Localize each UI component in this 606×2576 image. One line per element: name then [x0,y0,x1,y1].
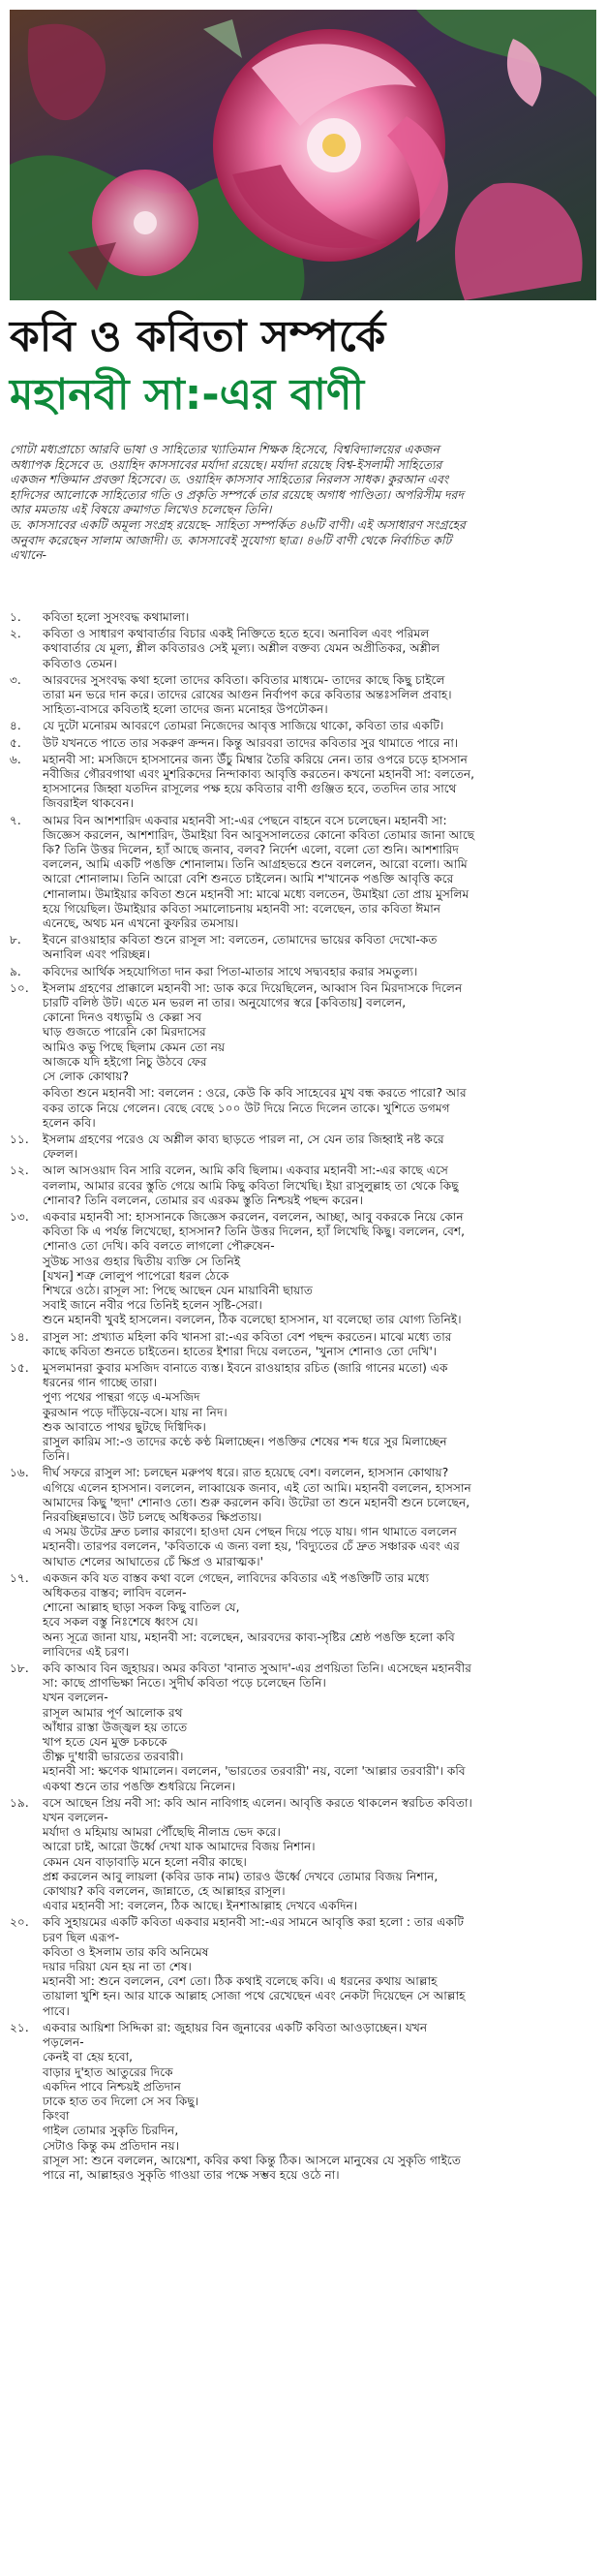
item-line: যে দুটো মনোরম আবরণে তোমরা নিজেদের আবৃত্ত সাজিয়ে থাকো, কবিতা তার একটি। [43,719,444,733]
page-title-line1: কবি ও কবিতা সম্পর্কে [10,312,386,361]
item-line: নিরবচ্ছিন্নভাবে। উট চলছে অধিকতর ক্ষিপ্রতায়। [43,1509,262,1524]
item-line: সুউচ্চ সাওর গুহার দ্বিতীয় ব্যক্তি সে তিনিই [43,1254,241,1268]
item-text [43,1796,596,1914]
item-line: ঢাকে হাত তব দিলো সে সব কিছু। [43,2094,199,2108]
item-line: একজন কবি যত বাস্তব কথা বলে গেছেন, লাবিদের কবিতার এই পঙক্তিটি তার মধ্যে [43,1570,430,1585]
item-line: শোনাব? তিনি বললেন, তোমার রব এরকম স্তুতি নিশ্চয়ই পছন্দ করেন। [43,1193,363,1207]
item-number: ২. [10,627,21,641]
item-line: তীক্ষ্ণ দু'ধারী ভারতের তরবারী। [43,1750,184,1764]
item-text [43,1571,596,1660]
item-text [43,1210,596,1328]
item-line: এনেছে, অথচ মন এখনো কুফরির তমসায়। [43,916,239,931]
item-line: গাইল তোমার সুকৃতি চিরদিন, [43,2124,179,2138]
item-line: অনাবিল এবং পরিচ্ছন্ন। [43,947,151,962]
item-line: একবার আয়িশা সিদ্দিকা রা: জুহায়র বিন জুনাবের একটি কবিতা আওড়াচ্ছেন। যখন [43,2020,428,2034]
item-text [43,1915,596,2018]
item-line: এগিয়ে এলেন হাসসান। বললেন, লাব্বায়েক জনাব, এই তো আমি। মহানবী বললেন, হাসসান [43,1480,471,1495]
item-text [43,2021,596,2183]
list-item [10,1164,596,1208]
item-line: আঁধার রাস্তা উজ্জ্বল হয় তাতে [43,1720,188,1734]
item-line: উট যখনতে পাতে তার সকরুণ ক্রন্দন। কিন্তু আরবরা তাদের কবিতার সুর থামাতে পারে না। [43,735,459,750]
item-line: শোনালাম। উমাইয়ার কবিতা শুনে মহানবী সা: মাঝে মধ্যে বলতেন, উমাইয়া তো প্রায় মুসলিম [43,886,470,901]
item-line: চারটি বলিষ্ঠ উট। এতে মন ভরল না তার। অনুযোগের স্বরে [কবিতায়] বললেন, [43,996,407,1010]
list-item [10,1796,596,1914]
list-item [10,981,596,1084]
flower-painting-image [10,10,596,300]
item-line: ঘাড় গুজতে পারেনি কো মিরদাসের [43,1025,206,1040]
item-line: বললেন, আমি একটি পঙক্তি শোনালাম। তিনি আগ্রহভরে শুনে বললেন, আরো বলো। আমি [43,857,468,872]
header-flower-image [10,10,596,300]
item-line: বকর তাকে নিয়ে গেলেন। বেছে বেছে ১০০ উট দিয়ে নিতে দিলেন তাকে। খুশিতে ডগমগ [43,1101,450,1115]
item-line: পাবে। [43,2003,70,2018]
list-item [10,1571,596,1660]
hadith-list [10,610,596,2185]
list-item [10,1330,596,1359]
item-text [43,1086,596,1131]
list-item [10,2021,596,2183]
item-line: আরো শোনালাম। তিনি আরো বেশি শুনতে চাইলেন। আমি শ'খানেক পঙক্তি আবৃত্তি করে [43,872,454,886]
item-text [43,1661,596,1794]
item-line: যখন বললেন- [43,1811,108,1825]
item-line: মহানবী সা: শুনে বললেন, বেশ তো। ঠিক কথাই বলেছে কবি। এ ধরনের কথায় আল্লাহ [43,1974,438,1989]
item-line: অধিকতর বাস্তব; লাবিদ বলেন- [43,1586,187,1599]
item-number: ১২. [10,1164,29,1178]
item-line: চরণ ছিল এরূপ- [43,1930,120,1944]
item-number: ৪. [10,719,21,733]
intro-paragraph [10,442,596,563]
item-line: কেনই বা হেয় হবো, [43,2050,134,2064]
item-line: একবার মহানবী সা: হাসসানকে জিজ্ঞেস করলেন, বললেন, আচ্ছা, আবু বকরকে নিয়ে কোন [43,1209,464,1224]
item-line: আমাদের কিছু 'হুদা' শোনাও তো। শুরু করলেন কবি। উটেরা তা শুনে মহানবী শুনে চলেছেন, [43,1495,470,1509]
page-title-line2: মহানবী সা:-এর বাণী [10,370,365,419]
item-line: শুক আবাতে পাথর ছুটছে দিগ্বিদিক। [43,1419,206,1434]
intro-line: ড. কাসসাবের একটি অমূল্য সংগ্রহ রয়েছে- সাহিত্য সম্পর্কিত ৪৬টি বাণী। এই অসাধারণ সংগ্রহের [10,516,466,532]
item-line: আমিও কভু পিছে ছিলাম কেমন তো নয় [43,1040,226,1054]
item-line: শোনাও তো দেখি। কবি বলতে লাগলো পৌরুষেন- [43,1239,275,1254]
item-line: ইবনে রাওয়াহার কবিতা শুনে রাসূল সা: বলতেন, তোমাদের ভায়ের কবিতা দেখো-কত [43,933,438,947]
item-number: ৮. [10,933,21,947]
item-line: কোনো দিনও বধ্যভূমি ও কেল্লা সব [43,1010,202,1025]
item-line: পড়লেন- [43,2035,84,2050]
item-line: এবার মহানবী সা: বললেন, ঠিক আছে। ইনশাআল্লাহ দেখবে একদিন। [43,1899,358,1913]
item-line: কবি সুহায়মের একটি কবিতা একবার মহানবী সা:-এর সামনে আবৃত্তি করা হলো : তার একটি [43,1915,465,1930]
item-line: রাসুল সা: প্রখ্যাত মহিলা কবি খানসা রা:-এর কবিতা বেশ পছন্দ করতেন। মাঝে মধ্যে তার [43,1329,452,1344]
item-number [10,1086,43,1131]
item-text [43,719,596,733]
item-line: আরো চাই, আরো উর্ধ্বে দেখা যাক আমাদের বিজয় নিশান। [43,1840,316,1854]
item-text [43,610,596,625]
item-line: কবি কাআব বিন জুহায়র। অমর কবিতা 'বানাত সুআদ'-এর প্রণয়িতা তিনি। এসেছেন মহানবীর [43,1661,471,1676]
item-line: সবাই জানে নবীর পরে তিনিই হলেন সৃষ্টি-সেরা। [43,1298,262,1313]
item-line: সে লোক কোথায়? [43,1070,129,1084]
item-number: ১৭. [10,1570,29,1585]
item-line: প্রশ্ন করলেন আবু লায়লা (কবির ডাক নাম) তারও ঊর্ধ্বে দেখবে তোমার বিজয় নিশান, [43,1869,439,1883]
item-line: কি? তিনি উত্তর দিলেন, হ্যাঁ আছে জনাব, বলব? নির্দেশ এলো, বলো তো শুনি। আশশারিদ [43,843,459,857]
item-number: ৫. [10,735,21,750]
list-item [10,1466,596,1568]
item-line: ধরনের গান গাচ্ছে তারা। [43,1376,158,1390]
list-item [10,1086,596,1131]
item-text [43,1330,596,1359]
item-line: বসে আছেন প্রিয় নবী সা: কবি আন নাবিগাহ এলেন। আবৃত্তি করতে থাকলেন স্বরচিত কবিতা। [43,1795,472,1810]
intro-line: একজন শক্তিমান প্রবক্তা হিসেবে। ড. ওয়াহিদ কাসসাব সাহিত্যের নিরলস সাধক। কুরআন এবং [10,472,449,487]
intro-line: অনুবাদ করেছেন সালাম আজাদী। ড. কাসসাবেই সুযোগ্য ছাত্র। ৪৬টি বাণী থেকে নির্বাচিত কটি [10,532,452,547]
item-line: মর্যাদা ও মহিমায় আমরা পৌঁছেছি নীলাভ্র ভেদ করে। [43,1825,281,1840]
item-line: কবিতা ও ইসলাম তার কবি অনিমেষ [43,1944,209,1959]
item-line: হাসসানের জিহ্বা যতদিন রাসূলের পক্ষ হয়ে কবিতার বাণী গুঞ্জিত হবে, ততদিন তার সাথে [43,782,457,796]
item-line: খাপ হতে যেন মুক্ত চকচকে [43,1735,167,1750]
item-line: ফেলল। [43,1147,78,1162]
item-number: ১৩. [10,1209,29,1224]
item-line: বাড়ার দু'হাত আতুরের দিকে [43,2064,173,2079]
item-line: যখন বললেন- [43,1691,108,1705]
list-item [10,753,596,812]
item-number: ১০. [10,980,29,995]
list-item [10,1361,596,1464]
item-text [43,627,596,671]
item-line: লাবিদের এই চরণ। [43,1644,130,1659]
item-number: ১৫. [10,1360,29,1375]
list-item [10,1210,596,1328]
item-number: ৭. [10,813,21,827]
item-number: ১৬. [10,1466,29,1480]
intro-line: হাদিসের আলোকে সাহিত্যের গতি ও প্রকৃতি সম্পর্কে তার রয়েছে অগাধ পাণ্ডিত্য। অপরিসীম দরদ [10,486,464,502]
item-line: কিংবা [43,2109,70,2124]
item-line: শিখরে ওঠে। রাসূল সা: পিছে আছেন যেন মায়াবিনী ছায়াত [43,1283,313,1297]
item-line: নবীজির গৌরবগাথা এবং মুশরিকদের নিন্দাকাব্য আবৃত্তি করতেন। কখনো মহানবী সা: বলতেন, [43,767,475,782]
item-line: রাসূল সা: শুনে বললেন, আয়েশা, কবির কথা কিন্তু ঠিক। আসলে মানুষের যে সুকৃতি গাইতে [43,2153,461,2167]
item-line: একথা শুনে তার পঙক্তি শুধরিয়ে নিলেন। [43,1779,236,1793]
item-text [43,814,596,932]
item-line: মুসলমানরা কুবার মসজিদ বানাতে ব্যস্ত। ইবনে রাওয়াহার রচিত (জারি গানের মতো) এক [43,1360,448,1375]
item-number: ১. [10,610,21,624]
item-line: কবিতাও তেমন। [43,656,117,670]
item-line: জিবরাইল থাকবেন। [43,796,134,811]
item-line: [যখন] শত্রু লোলুপ পাপেরো ধরল ঠেকে [43,1268,229,1283]
list-item [10,1133,596,1162]
item-line: মহানবী সা: মসজিদে হাসসানের জন্য উঁচু মিম্বার তৈরি করিয়ে নেন। তার ওপরে চড়ে হাসসান [43,752,468,766]
item-line: বললাম, আমার রবের স্তুতি গেয়ে আমি কিছু কবিতা লিখেছি। ইয়া রাসুলুল্লাহ তা থেকে কিছু [43,1178,459,1193]
item-line: এ সময় উটের দ্রুত চলার কারণে। হাওদা যেন পেছন দিয়ে পড়ে যায়। গান থামাতে বললেন [43,1525,457,1539]
intro-line: অধ্যাপক হিসেবে ড. ওয়াহিদ কাসসাবের মর্যাদা রয়েছে। মর্যাদা রয়েছে বিশ্ব-ইসলামী সাহিত্যের [10,456,442,472]
item-number: ২১. [10,2020,29,2034]
item-line: ইসলাম গ্রহণের প্রাক্কালে মহানবী সা: ডাক করে দিয়েছিলেন, আব্বাস বিন মিরদাসকে দিলেন [43,980,463,995]
item-line: দীর্ঘ সফরে রাসুল সা: চলছেন মরুপথ ধরে। রাত হয়েছে বেশ। বললেন, হাসসান কোথায়? [43,1466,449,1480]
list-item [10,736,596,751]
item-line: মহানবী সা: ক্ষণেক থামালেন। বললেন, 'ভারতের তরবারী' নয়, বলো 'আল্লার তরবারী'। কবি [43,1764,466,1779]
item-line: আঘাত শেলের আঘাতের চেঁ ক্ষিপ্র ও মারাত্মক।' [43,1554,263,1568]
item-line: হবে সকল বস্তু নিঃশেষে ধ্বংস যে। [43,1615,198,1629]
item-line: রাসূল আমার পূর্ণ আলোক রথ [43,1705,183,1720]
item-number: ৬. [10,752,21,766]
item-number: ৩. [10,672,21,687]
item-line: কেমন যেন বাড়াবাড়ি মনে হলো নবীর কাছে। [43,1854,247,1869]
item-number: ৯. [10,964,21,978]
item-text [43,1133,596,1162]
item-line: তায়ালা খুশি হন। আর যাকে আল্লাহ সোজা পথে রেখেছেন এবং নেকটা দিয়েছেন সে আল্লাহ [43,1989,466,2003]
item-line: ইসলাম গ্রহণের পরেও যে অশ্লীল কাব্য ছাড়তে পারল না, সে যেন তার জিহ্বাই নষ্ট করে [43,1132,444,1146]
item-text [43,673,596,718]
intro-line: এখানে- [10,547,47,563]
list-item [10,627,596,671]
item-line: কথাবার্তার যে মূল্য, শ্লীল কবিতারও সেই মূল্য। অশ্লীল বক্তব্য যেমন অপ্রীতিকর, অশ্লীল [43,641,440,656]
list-item [10,814,596,932]
item-line: কুরআন পড়ে দাঁড়িয়ে-বসে। যায় না নিদ। [43,1405,227,1419]
item-text [43,736,596,751]
item-line: জিজ্ঞেস করলেন, আশশারিদ, উমাইয়া বিন আবুসসালতের কোনো কবিতা তোমার জানা আছে [43,827,475,842]
item-line: আজকে যদি হইগো নিচু উঠবে ফের [43,1054,207,1069]
list-item [10,933,596,962]
item-line: সাহিত্য-বাসরে কবিতাই হলো তাদের জন্য মনোহর উপঢৌকন। [43,702,328,717]
item-line: সেটাও কিন্তু কম প্রতিদান নয়। [43,2138,180,2153]
item-line: হয়ে গিয়েছিল। উমাইয়ার কবিতা সমালোচনায় মহানবী সা: বলেছেন, তার কবিতা ঈমান [43,901,441,916]
item-line: আরবদের সুসংবদ্ধ কথা হলো তাদের কবিতা। কবিতার মাধ্যমে- তাদের কাছে কিছু চাইলে [43,672,445,687]
item-line: তারা মন ভরে দান করে। তাদের রোষের আগুন নির্বাপণ করে কবিতার অন্তঃসলিল প্রবাহ। [43,688,452,702]
item-line: কবিতা ও সাধারণ কথাবার্তার বিচার একই নিক্তিতে হতে হবে। অনাবিল এবং পরিমল [43,627,430,641]
item-line: পারে না, আল্লাহরও সুকৃতি গাওয়া তার পক্ষে সম্ভব হয়ে ওঠে না। [43,2167,340,2182]
item-number: ১৮. [10,1661,29,1676]
item-line: হলেন কবি। [43,1115,96,1130]
item-line: পুণ্য পথের পান্থরা গড়ে এ-মসজিদ [43,1390,200,1405]
item-text [43,1164,596,1208]
item-text [43,1466,596,1568]
item-line: কবিতা শুনে মহানবী সা: বললেন : ওরে, কেউ কি কবি সাহেবের মুখ বন্ধ করতে পারো? আর [43,1086,467,1101]
intro-line: গোটা মধ্যপ্রাচ্যে আরবি ভাষা ও সাহিত্যের খ্যাতিমান শিক্ষক হিসেবে, বিশ্ববিদ্যালয়ের একজন [10,442,439,456]
item-line: একদিন পাবে নিশ্চয়ই প্রতিদান [43,2079,181,2094]
item-line: কোথায়? কবি বললেন, জান্নাতে, হে আল্লাহর রাসূল। [43,1884,286,1899]
list-item [10,1915,596,2018]
item-line: শুনে মহানবী খুবই হাসলেন। বললেন, ঠিক বলেছো হাসসান, যা বলেছো তার যোগ্য তিনিই। [43,1313,462,1327]
item-number: ১৪. [10,1329,29,1344]
item-line: সা: কাছে প্রাণভিক্ষা নিতে। সুদীর্ঘ কবিতা পড়ে চলেছেন তিনি। [43,1676,326,1691]
item-line: কবিদের আর্থিক সহযোগিতা দান করা পিতা-মাতার সাথে সদ্ব্যবহার করার সমতুল্য। [43,964,418,978]
list-item [10,610,596,625]
list-item [10,673,596,718]
item-line: কবিতা হলো সুসংবদ্ধ কথামালা। [43,610,190,624]
item-text [43,933,596,962]
item-text [43,753,596,812]
item-line: তিনি। [43,1449,70,1464]
list-item [10,1661,596,1794]
intro-line: আর মমতায় এই বিষয়ে ক্রমাগত লিখেও চলেছেন তিনি। [10,502,272,517]
item-text [43,981,596,1084]
item-line: কাছে কবিতা শুনতে চাইতেন। হাতের ইশারা দিয়ে বলতেন, 'খুনাস শোনাও তো দেখি'। [43,1344,438,1358]
item-line: অন্য সূত্রে জানা যায়, মহানবী সা: বলেছেন, আরবদের কাব্য-সৃষ্টির শ্রেষ্ঠ পঙক্তি হলো কবি [43,1629,455,1644]
item-number: ১৯. [10,1795,29,1810]
list-item [10,965,596,979]
item-number: ২০. [10,1915,29,1930]
item-line: আল আসওয়াদ বিন সারি বলেন, আমি কবি ছিলাম। একবার মহানবী সা:-এর কাছে এসে [43,1164,448,1178]
item-line: কবিতা কি এ পর্যন্ত লিখেছো, হাসসান? তিনি উত্তর দিলেন, হ্যাঁ লিখেছি কিছু। বললেন, বেশ, [43,1225,465,1239]
item-line: রাসুল কারিম সা:-ও তাদের কণ্ঠে কণ্ঠ মিলাচ্ছেন। পঙক্তির শেষের শব্দ ধরে সুর মিলাচ্ছেন [43,1434,447,1448]
item-number: ১১. [10,1132,29,1146]
item-line: শোনো আল্লাহ ছাড়া সকল কিছু বাতিল যে, [43,1600,240,1615]
item-line: দয়ার দরিয়া যেন হয় না তা শেষ। [43,1960,192,1974]
item-line: মহানবী। তারপর বললেন, 'কবিতাকে এ জন্য বলা হয়, 'বিদ্যুতের চেঁ দ্রুত সঞ্চারক এবং এর [43,1539,460,1554]
item-text [43,965,596,979]
item-text [43,1361,596,1464]
list-item [10,719,596,733]
item-line: আমর বিন আশশারিদ একবার মহানবী সা:-এর পেছনে বাহনে বসে চলেছেন। মহানবী সা: [43,813,447,827]
